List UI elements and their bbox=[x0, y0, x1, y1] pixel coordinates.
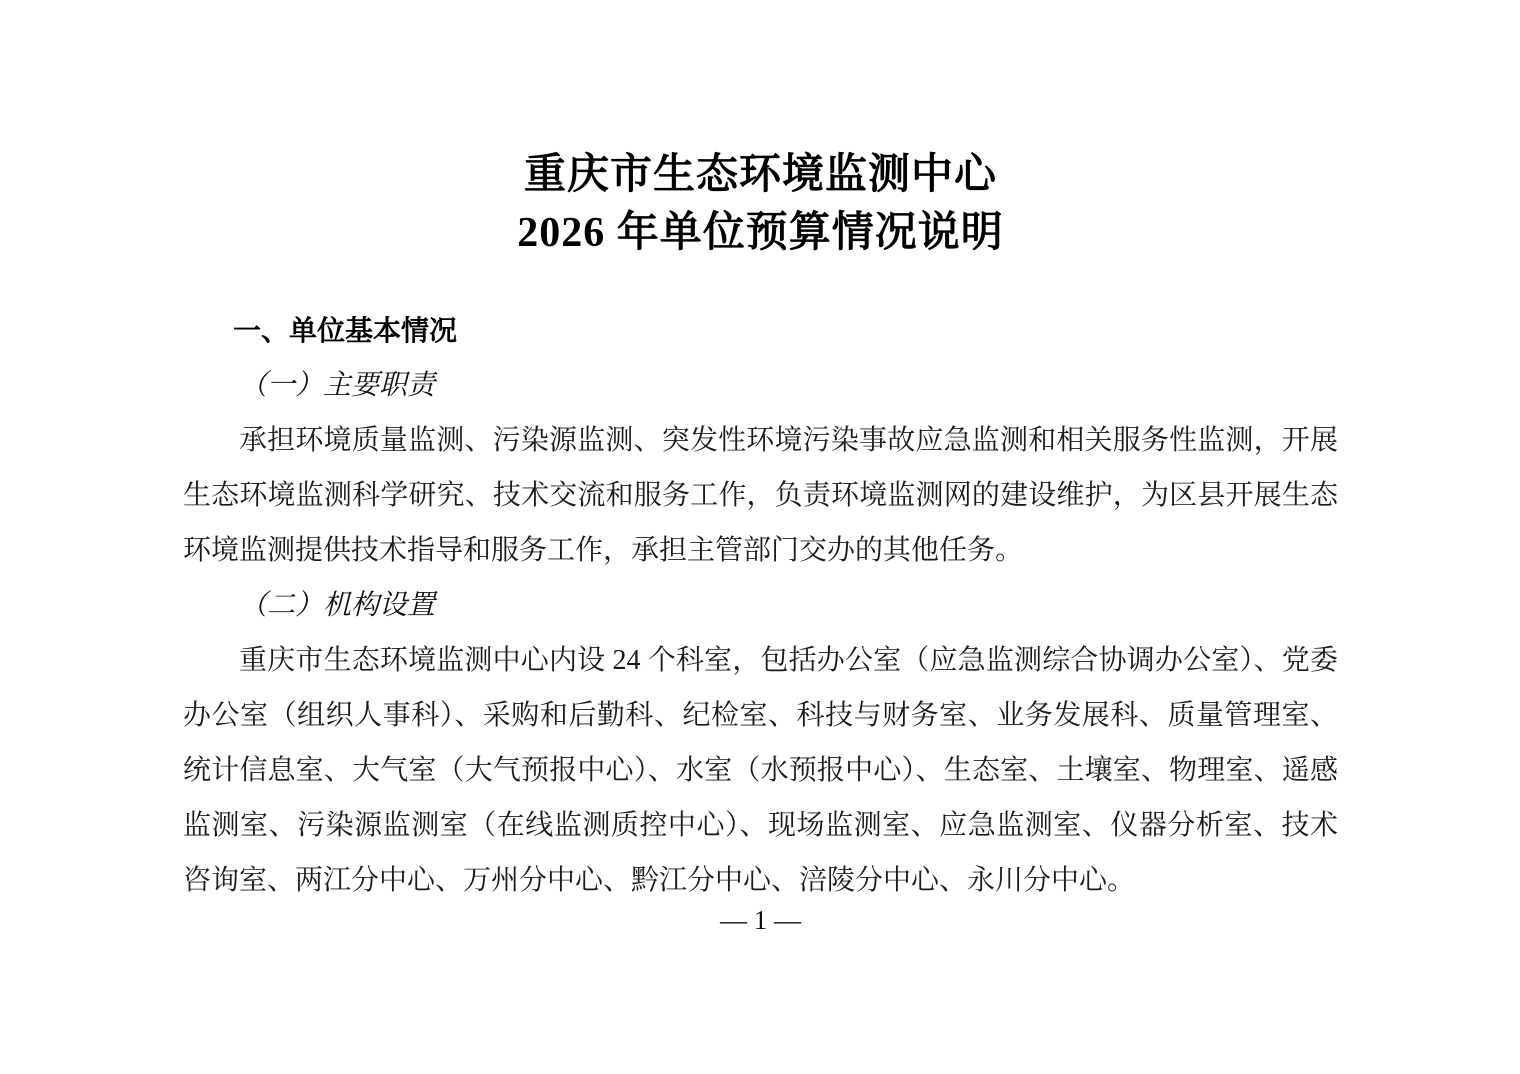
section-heading-basic-info: 一、单位基本情况 bbox=[233, 315, 458, 346]
page-number: — 1 — bbox=[720, 905, 801, 935]
paragraph-main-duties: 承担环境质量监测、污染源监测、突发性环境污染事故应急监测和相关服务性监测，开展生态环境监测科学研究、技术交流和服务工作，负责环境监测网的建设维护，为区县开展生态环境监测提供技术指导和服务工作，承担主管部门交办的其他任务。 bbox=[183, 425, 1338, 566]
subsection-heading-main-duties: （一）主要职责 bbox=[239, 370, 436, 401]
page-footer bbox=[183, 903, 1338, 937]
document-body bbox=[183, 303, 1338, 908]
document-title bbox=[183, 146, 1338, 262]
document-title-line-1: 重庆市生态环境监测中心 bbox=[523, 152, 997, 198]
subsection-heading-org-structure: （二）机构设置 bbox=[239, 590, 436, 621]
document-title-line-2: 2026 年单位预算情况说明 bbox=[517, 210, 1004, 256]
paragraph-org-structure: 重庆市生态环境监测中心内设 24 个科室，包括办公室（应急监测综合协调办公室）、党委办公室（组织人事科）、采购和后勤科、纪检室、科技与财务室、业务发展科、质量管理室、统计信息室、大气室（大气预报中心）、水室（水预报中心）、生态室、土壤室、物理室、遥感监测室、污染源监测室（在线监测质控中心）、现场监测室、应急监测室、仪器分析室、技术咨询室、两江分中心、万州分中心、黔江分中心、涪陵分中心、永川分中心。 bbox=[183, 645, 1338, 896]
